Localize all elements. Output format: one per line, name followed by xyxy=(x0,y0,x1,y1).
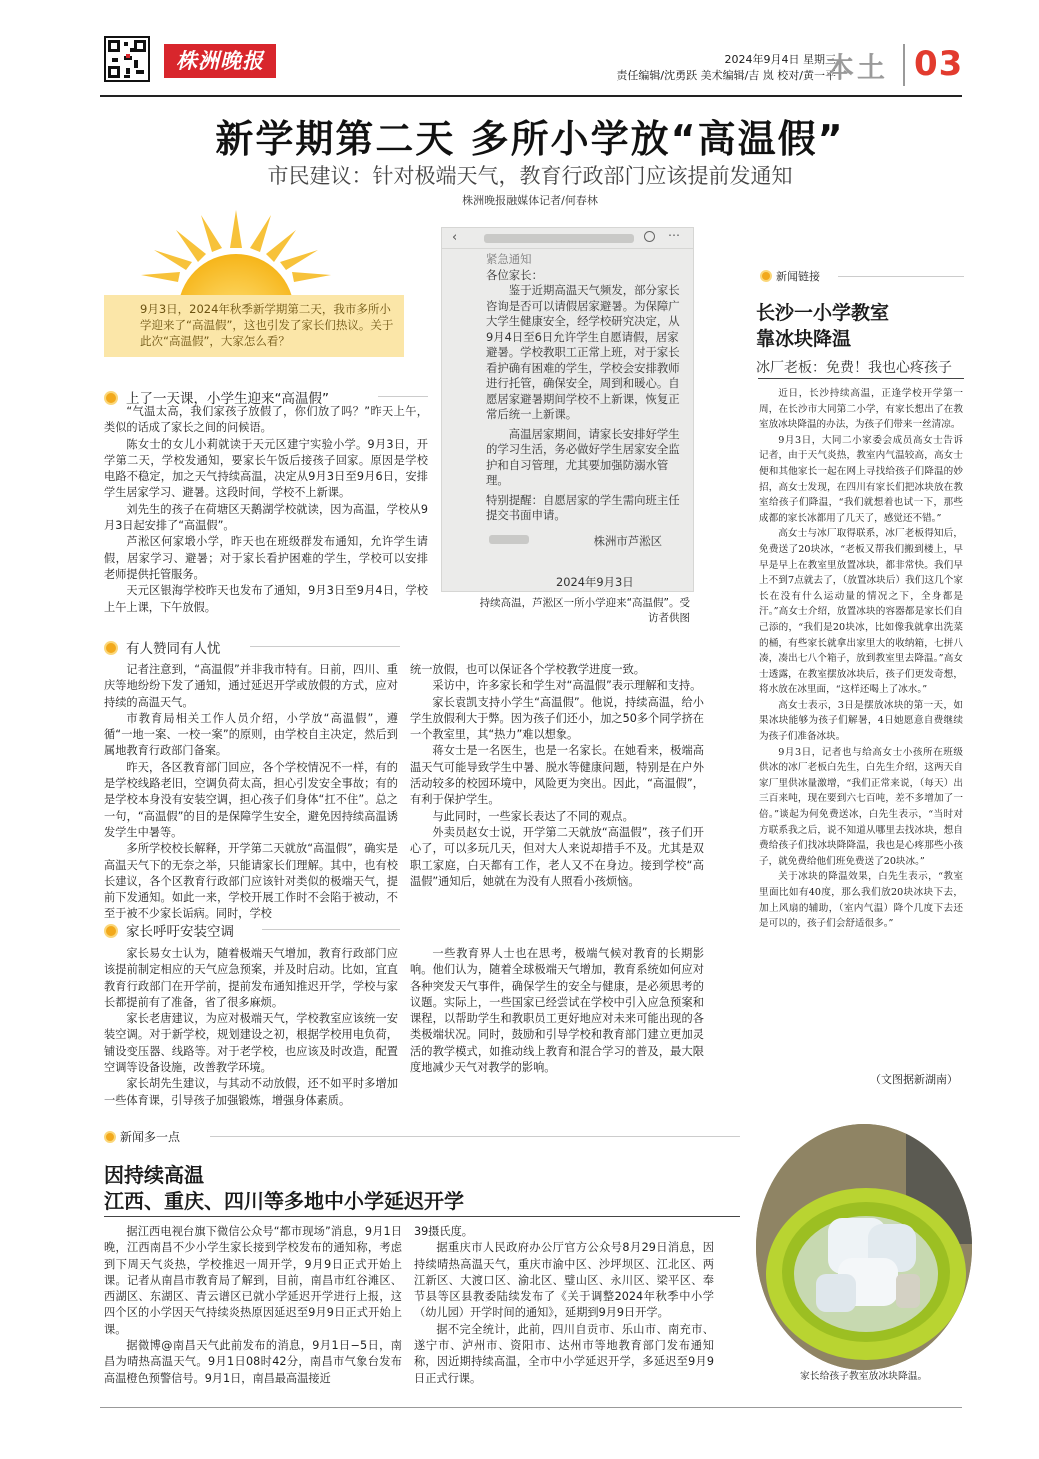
paragraph: 据重庆市人民政府办公厅官方公众号8月29日消息，因持续晴热高温天气，重庆市渝中区、沙坪坝区、江北区、两江新区、大渡口区、渝北区、璧山区、永川区、梁平区、奉节县等区县教委陆续发布了《关于调整2024年秋季中小学（幼儿园）开学时间的通知》，延期到9月9日开学。 xyxy=(414,1241,714,1320)
section-heading-text: 家长呼吁安装空调 xyxy=(126,924,234,940)
main-subheadline: 市民建议：针对极端天气，教育行政部门应该提前发通知 xyxy=(267,164,793,188)
sidebar-headline-line: 长沙一小学教室 xyxy=(756,302,890,324)
paragraph: 39摄氏度。 xyxy=(414,1225,473,1238)
news-more-tag-rule xyxy=(210,1136,740,1137)
news-more-right-column xyxy=(414,1224,714,1387)
paragraph: 昨天，各区教育部门回应，各个学校情况不一样，有的是学校线路老旧，空调负荷太高，担心引发安全事故；有的是学校本身没有安装空调，担心孩子们身体“扛不住”。总之一句，“高温假”的目的是保障学生安全，避免因持续高温诱发学生中暑等。 xyxy=(104,760,398,839)
issue-date: 2024年9月4日 星期三 xyxy=(724,53,836,66)
sidebar-tag-text: 新闻链接 xyxy=(776,270,820,283)
paragraph: 据不完全统计，此前，四川自贡市、乐山市、南充市、遂宁市、泸州市、资阳市、达州市等地教育部门发布通知称，因近期持续高温，全市中小学延迟开学，多延迟至9月9日正式行课。 xyxy=(414,1322,714,1385)
paragraph: 9月3日，大同二小家委会成员高女士告诉记者，由于天气炎热，教室内气温较高，高女士便和其他家长一起在网上寻找给孩子们降温的妙招，高女士发现，在四川有家长们把冰块放在教室给孩子们降温，“我们就想着也试一下，那些成都的家长冰都用了几天了，感觉还不错。” xyxy=(759,434,963,524)
notice-date: 2024年9月3日 xyxy=(556,575,634,589)
paragraph: 市教育局相关工作人员介绍，小学放“高温假”，遵循“一地一案、一校一案”的原则，由学校自主决定，然后到属地教育行政部门备案。 xyxy=(104,711,398,758)
sidebar-source: （文图据新湖南） xyxy=(870,1073,958,1086)
ice-photo-caption: 家长给孩子教室放冰块降温。 xyxy=(800,1371,928,1382)
section3-left-column xyxy=(104,946,398,1109)
news-more-tag xyxy=(104,1128,180,1145)
bullet-icon xyxy=(104,924,118,938)
more-icon: ⋯ xyxy=(668,228,680,242)
main-headline: 新学期第二天 多所小学放“高温假” xyxy=(215,117,845,161)
section-heading-text: 有人赞同有人忧 xyxy=(126,641,221,657)
notice-greeting: 各位家长： xyxy=(486,267,543,282)
sidebar-headline-line: 靠冰块降温 xyxy=(756,328,852,350)
paragraph: 统一放假，也可以保证各个学校教学进度一致。 xyxy=(410,663,645,676)
paragraph: 家长易女士认为，随着极端天气增加，教育行政部门应该提前制定相应的天气应急预案，并及时启动。比如，宜直教育行政部门在开学前，提前发布通知推迟开学，学校与家长都提前有了准备，省了很多麻烦。 xyxy=(104,947,398,1009)
sidebar-rule xyxy=(758,378,964,379)
blurred-sender xyxy=(489,535,529,544)
paragraph: 家长袁凯支持小学生“高温假”。他说，持续高温，给小学生放假利大于弊。因为孩子们还小，加之50多个同学挤在一个教室里，其“热力”难以想象。 xyxy=(410,695,704,742)
paragraph: 家长老唐建议，为应对极端天气，学校教室应该统一安装空调。对于新学校，规划建设之初，根据学校用电负荷，铺设变压器、线路等。对于老学校，也应该及时改造，配置空调等设备设施，改善教学环境。 xyxy=(104,1012,398,1075)
lead-text: 9月3日，2024年秋季新学期第二天，我市多所小学迎来了“高温假”，这也引发了家长们热议。关于此次“高温假”，大家怎么看？ xyxy=(140,302,394,348)
heading-rule xyxy=(250,646,400,647)
paper-logo: 株洲晚报 xyxy=(164,44,276,78)
news-more-headline-line: 江西、重庆、四川等多地中小学延迟开学 xyxy=(104,1189,464,1213)
paragraph: 蒋女士是一名医生，也是一名家长。在她看来，极端高温天气可能导致学生中暑、脱水等健康问题，特别是在户外活动较多的校园环境中，风险更为突出。因此，“高温假”，有利于保护学生。 xyxy=(410,744,704,807)
sidebar-tag-rule xyxy=(838,276,964,277)
section2-left-column xyxy=(104,662,398,923)
paragraph: 芦淞区何家塅小学，昨天也在班级群发布通知，允许学生请假，居家学习、避暑；对于家长看护困难的学生，学校可以安排老师提供托管服务。 xyxy=(104,535,428,581)
byline: 株洲晚报融媒体记者/何春林 xyxy=(462,194,598,207)
paragraph: 据微博@南昌天气此前发布的消息，9月1日−5日，南昌为晴热高温天气。9月1日08时42分，南昌市气象台发布高温橙色预警信号。9月1日，南昌最高温接近 xyxy=(104,1339,402,1385)
news-more-rule xyxy=(104,1216,740,1217)
lead-box xyxy=(104,295,404,357)
paragraph: 一些教育界人士也在思考，极端气候对教育的长期影响。他们认为，随着全球极端天气增加，教育系统如何应对各种突发天气事件，确保学生的安全与健康，是必须思考的议题。实际上，一些国家已经尝试在学校中引入应急预案和课程，以帮助学生和教职员工更好地应对未来可能出现的各类极端状况。同时，鼓励和引导学校和教育部门建立更加灵活的教学模式，如推动线上教育和混合学习的普及，最大限度地减少天气对教学的影响。 xyxy=(410,947,704,1075)
paragraph: 外卖员赵女士说，开学第二天就放“高温假”，孩子们开心了，可以多玩几天，但对大人来说却措手不及。尤其是双职工家庭，白天都有工作，老人又不在身边。接到学校“高温假”通知后，她就在为没有人照看小孩烦恼。 xyxy=(410,825,704,888)
section-heading-3 xyxy=(104,920,234,940)
section3-right-column xyxy=(410,946,704,1076)
paragraph: 据江西电视台旗下微信公众号“都市现场”消息，9月1日晚，江西南昌不少小学生家长接到学校发布的通知称，考虑到下周天气炎热，学校推迟一周开学，9月9日正式开始上课。记者从南昌市教育局了解到，目前，南昌市红谷滩区、西湖区、东湖区、青云谱区已就小学延迟开学进行上报，这四个区的小学因天气持续炎热原因延迟至9月9日正式开始上课。 xyxy=(104,1225,402,1336)
paragraph: 9月3日，记者也与给高女士小孩所在班级供冰的冰厂老板白先生，白先生介绍，这两天自家厂里供冰量激增，“我们正常来说，（每天）出三百来吨，现在要到六七百吨，差不多增加了一倍。”谈起为何免费送冰，白先生表示，“当时对方联系我之后，说不知道从哪里去找冰块，想自费给孩子们找冰块降降温，我也是心疼那些小孩子，就免费给他们班免费送了20块冰。” xyxy=(759,746,963,867)
bottom-rule xyxy=(100,1407,962,1408)
section-heading-text: 上了一天课，小学生迎来“高温假” xyxy=(126,391,329,407)
section1-text xyxy=(104,404,428,616)
paragraph: 采访中，许多家长和学生对“高温假”表示理解和支持。 xyxy=(432,679,702,693)
section-name: 本土 xyxy=(826,51,889,84)
photo-caption: 持续高温，芦淞区一所小学迎来“高温假”。受访者供图 xyxy=(479,597,690,624)
paragraph: 天元区银海学校昨天也发布了通知，9月3日至9月4日，学校上午上课，下午放假。 xyxy=(104,584,428,614)
paragraph: 关于冰块的降温效果，白先生表示，“教室里面比如有40度，那么我们放20块冰块下去，加上风扇的辅助，（室内气温）降个几度下去还是可以的，孩子们会舒适很多。” xyxy=(759,871,963,930)
bullet-icon xyxy=(104,1131,116,1143)
paragraph: 高女士与冰厂取得联系，冰厂老板得知后，免费送了20块冰，“老板又帮我们搬到楼上，早早是早上在教室里放置冰块，都非常快。我们早上不到7点就去了，（放置冰块后）我们这几个家长在没有什么运动量的情况之下，全身都是汗。”高女士介绍，放置冰块的容器都是家长们自己添的，“我们是20块冰，比如像我就拿出洗菜的桶，有些家长就拿出家里大的收纳箱，七拼八凑，凑出七八个箱子，放到教室里去降温。”高女士透露，在教室摆放冰块后，孩子们更发奇想，将水放在冰里面，“这样还喝上了冰水。” xyxy=(759,528,963,696)
heading-rule xyxy=(378,396,428,397)
notice-signature: 株洲市芦淞区 xyxy=(593,533,662,548)
sidebar-text xyxy=(759,386,963,932)
back-icon: ‹ xyxy=(452,230,458,245)
notice-paragraph: 高温居家期间，请家长安排好学生的学习生活，务必做好学生居家安全监护和自习管理，尤其要加强防溺水管理。 xyxy=(486,426,680,487)
paragraph: 近日，长沙持续高温，正逢学校开学第一周，在长沙市大同第二小学，有家长想出了在教室放冰块降温的办法，为孩子们带来一丝清凉。 xyxy=(759,388,963,431)
section-heading-2 xyxy=(104,637,221,657)
paragraph: 陈女士的女儿小莉就读于天元区建宁实验小学。9月3日，开学第二天，学校发通知，要家长午饭后接孩子回家。原因是学校电路不稳定，加之天气持续高温，决定从9月3日至9月6日，安排学生居家学习、避暑。这段时间，学校不上新课。 xyxy=(104,437,428,500)
notice-title: 紧急通知 xyxy=(486,252,532,266)
paragraph: 记者注意到，“高温假”并非我市特有。日前，四川、重庆等地纷纷下发了通知，通过延迟开学或放假的方式，应对持续的高温天气。 xyxy=(104,663,398,709)
paragraph: 家长胡先生建议，与其动不动放假，还不如平时多增加一些体育课，引导孩子加强锻炼，增强身体素质。 xyxy=(104,1077,398,1107)
qr-code xyxy=(104,36,150,82)
news-more-headline-line: 因持续高温 xyxy=(104,1163,204,1187)
news-more-headline xyxy=(104,1162,744,1214)
paragraph: 多所学校校长解释，开学第二天就放“高温假”，确实是高温天气下的无奈之举，只能请家长们理解。其中，也有校长建议，各个区教育行政部门应该针对类似的极端天气，提前下发通知。如此一来，学校开展工作时不会陷于被动，不至于被不少家长诟病。同时，学校 xyxy=(104,842,398,921)
sidebar-subheadline: 冰厂老板：免费！我也心疼孩子 xyxy=(756,360,952,376)
news-more-tag-text: 新闻多一点 xyxy=(120,1130,181,1144)
bullet-icon xyxy=(760,270,772,282)
notice-screenshot xyxy=(441,227,694,592)
bullet-icon xyxy=(104,391,118,405)
paragraph: “气温太高，我们家孩子放假了，你们放了吗？”昨天上午，类似的话成了家长之间的问候语。 xyxy=(104,405,428,435)
phone-header xyxy=(442,228,693,249)
notice-paragraph: 特别提醒：自愿居家的学生需向班主任提交书面申请。 xyxy=(486,492,680,522)
notice-paragraph: 鉴于近期高温天气频发，部分家长咨询是否可以请假居家避暑。为保障广大学生健康安全，经学校研究决定，从9月4日至6日允许学生自愿请假，居家避暑。学校教职工正常上班，对于家长看护确有困难的学生，学校会安排教师进行托管，确保安全，周到和暖心。自愿居家避暑期间学校不上新课，恢复正常后统一上新课。 xyxy=(486,283,680,421)
ice-bucket-photo xyxy=(756,1124,972,1370)
sidebar-tag xyxy=(760,268,820,284)
paragraph: 刘先生的孩子在荷塘区天鹅湖学校就读，因为高温，学校从9月3日起安排了“高温假”。 xyxy=(104,502,428,533)
ice-bucket-illustration xyxy=(756,1124,972,1370)
sidebar-headline xyxy=(756,300,956,352)
section2-right-column xyxy=(410,662,704,890)
news-more-left-column xyxy=(104,1224,402,1387)
heading-rule xyxy=(262,929,400,930)
paragraph: 与此同时，一些家长表达了不同的观点。 xyxy=(432,809,634,823)
paragraph: 高女士表示，3日是摆放冰块的第一天，如果冰块能够为孩子们解暑，4日她愿意自费继续为孩子们准备冰块。 xyxy=(759,699,963,743)
search-icon xyxy=(644,231,655,242)
page-number: 03 xyxy=(914,44,964,84)
top-rule xyxy=(100,95,962,97)
blurred-title xyxy=(484,234,634,243)
editors-credit: 责任编辑/沈勇跃 美术编辑/吉 岚 校对/黄一平 xyxy=(616,69,836,82)
masthead-divider xyxy=(903,44,905,86)
bullet-icon xyxy=(104,641,118,655)
